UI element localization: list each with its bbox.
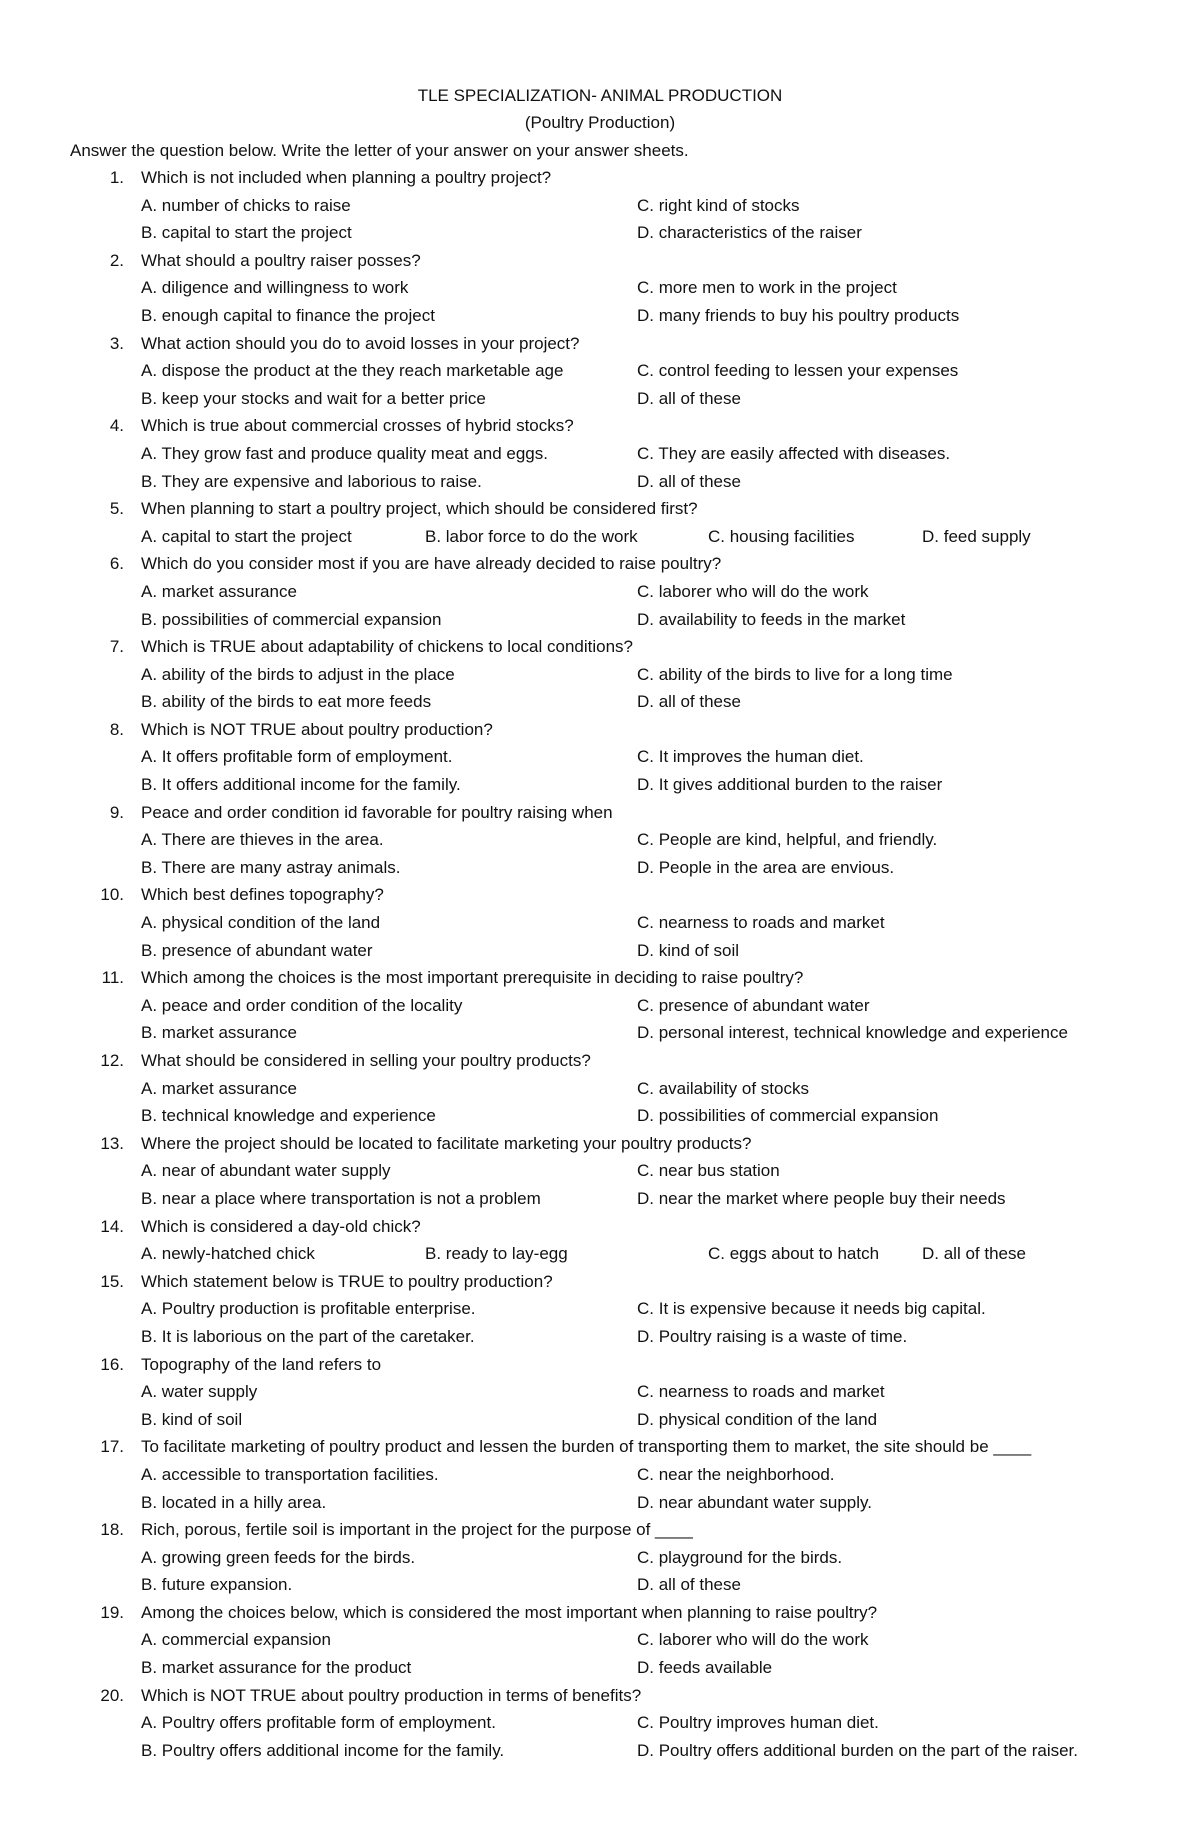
- answer-option: C. nearness to roads and market: [637, 913, 885, 933]
- question-text: To facilitate marketing of poultry product and lessen the burden of transporting them to market, the site should be ____: [141, 1437, 1032, 1457]
- answer-option: D. many friends to buy his poultry products: [637, 305, 960, 325]
- question-number: 6.: [109, 554, 124, 574]
- options-row: [0, 1741, 1200, 1769]
- question-number: 2.: [109, 250, 124, 270]
- answer-option: A. market assurance: [141, 1078, 297, 1098]
- options-row: [0, 692, 1200, 720]
- question-number: 13.: [100, 1133, 124, 1153]
- answer-option: C. more men to work in the project: [637, 278, 897, 298]
- question-12: [0, 1051, 1200, 1079]
- question-number: 20.: [100, 1685, 124, 1705]
- answer-option: B. ability of the birds to eat more feeds: [141, 692, 432, 712]
- question-number: 18.: [100, 1520, 124, 1540]
- question-17: [0, 1437, 1200, 1465]
- answer-option: A. commercial expansion: [141, 1630, 331, 1650]
- answer-option: B. future expansion.: [141, 1575, 293, 1595]
- question-text: What should be considered in selling your poultry products?: [141, 1051, 591, 1070]
- answer-option: D. It gives additional burden to the raiser: [637, 775, 943, 795]
- answer-option: A. newly-hatched chick: [141, 1244, 315, 1264]
- question-text: Where the project should be located to facilitate marketing your poultry products?: [141, 1133, 752, 1153]
- options-row: [0, 582, 1200, 610]
- options-row: [0, 610, 1200, 638]
- options-row: [0, 1630, 1200, 1658]
- answer-option: D. all of these: [637, 692, 741, 712]
- answer-option: B. presence of abundant water: [141, 940, 373, 960]
- options-row: [0, 1244, 1200, 1272]
- answer-option: D. feed supply: [922, 526, 1031, 546]
- question-number: 15.: [100, 1271, 124, 1291]
- answer-option: B. enough capital to finance the project: [141, 305, 435, 325]
- answer-option: C. People are kind, helpful, and friendly.: [637, 830, 938, 850]
- options-row: [0, 1079, 1200, 1107]
- answer-option: C. laborer who will do the work: [637, 581, 869, 601]
- question-list: [0, 168, 1200, 1768]
- question-text: Peace and order condition id favorable for poultry raising when: [141, 802, 613, 822]
- answer-option: B. located in a hilly area.: [141, 1492, 327, 1512]
- options-row: [0, 1023, 1200, 1051]
- options-row: [0, 472, 1200, 500]
- answer-option: A. accessible to transportation facilities.: [141, 1464, 439, 1484]
- question-number: 17.: [100, 1437, 124, 1457]
- question-20: [0, 1686, 1200, 1714]
- options-row: [0, 1713, 1200, 1741]
- question-text: When planning to start a poultry project, which should be considered first?: [141, 499, 698, 519]
- answer-option: B. market assurance for the product: [141, 1658, 412, 1678]
- question-4: [0, 416, 1200, 444]
- answer-option: C. Poultry improves human diet.: [637, 1713, 879, 1733]
- answer-option: B. technical knowledge and experience: [141, 1106, 436, 1126]
- answer-option: C. presence of abundant water: [637, 995, 870, 1015]
- answer-option: C. They are easily affected with diseases.: [637, 443, 951, 463]
- options-row: [0, 775, 1200, 803]
- question-text: Which is TRUE about adaptability of chickens to local conditions?: [141, 637, 633, 657]
- question-number: 10.: [100, 885, 124, 905]
- options-row: [0, 1327, 1200, 1355]
- answer-option: C. right kind of stocks: [637, 195, 800, 215]
- answer-option: D. personal interest, technical knowledge and experience: [637, 1023, 1068, 1043]
- options-row: [0, 1548, 1200, 1576]
- answer-option: A. dispose the product at the they reach marketable age: [141, 361, 564, 381]
- answer-option: C. It improves the human diet.: [637, 747, 864, 767]
- answer-option: A. capital to start the project: [141, 526, 352, 546]
- answer-option: D. Poultry raising is a waste of time.: [637, 1326, 908, 1346]
- options-row: [0, 527, 1200, 555]
- options-row: [0, 444, 1200, 472]
- question-number: 7.: [109, 637, 124, 657]
- answer-option: D. Poultry offers additional burden on the part of the raiser.: [637, 1740, 1079, 1760]
- question-18: [0, 1520, 1200, 1548]
- question-text: Topography of the land refers to: [141, 1354, 382, 1374]
- question-15: [0, 1272, 1200, 1300]
- answer-option: D. all of these: [922, 1244, 1026, 1264]
- options-row: [0, 1189, 1200, 1217]
- options-row: [0, 858, 1200, 886]
- options-row: [0, 223, 1200, 251]
- answer-option: A. physical condition of the land: [141, 913, 381, 933]
- options-row: [0, 996, 1200, 1024]
- question-text: Which is not included when planning a poultry project?: [141, 168, 552, 187]
- question-text: Which is considered a day-old chick?: [141, 1216, 421, 1236]
- answer-option: B. keep your stocks and wait for a better price: [141, 388, 486, 408]
- page-title: TLE SPECIALIZATION- ANIMAL PRODUCTION: [417, 86, 783, 105]
- question-number: 12.: [100, 1051, 124, 1070]
- question-text: What should a poultry raiser posses?: [141, 250, 421, 270]
- question-text: Which is true about commercial crosses of hybrid stocks?: [141, 416, 574, 436]
- answer-option: C. nearness to roads and market: [637, 1382, 885, 1402]
- instructions: Answer the question below. Write the letter of your answer on your answer sheets.: [70, 141, 689, 160]
- answer-option: A. Poultry offers profitable form of employment.: [141, 1713, 496, 1733]
- options-row: [0, 306, 1200, 334]
- answer-option: D. all of these: [637, 388, 741, 408]
- options-row: [0, 1161, 1200, 1189]
- options-row: [0, 1382, 1200, 1410]
- question-number: 16.: [100, 1354, 124, 1374]
- question-9: [0, 803, 1200, 831]
- answer-option: A. near of abundant water supply: [141, 1161, 391, 1181]
- answer-option: B. capital to start the project: [141, 223, 352, 243]
- answer-option: D. all of these: [637, 471, 741, 491]
- answer-option: C. availability of stocks: [637, 1078, 809, 1098]
- options-row: [0, 665, 1200, 693]
- answer-option: A. It offers profitable form of employment.: [141, 747, 453, 767]
- question-3: [0, 334, 1200, 362]
- question-number: 11.: [101, 968, 124, 988]
- answer-option: D. all of these: [637, 1575, 741, 1595]
- answer-option: B. near a place where transportation is not a problem: [141, 1188, 541, 1208]
- question-number: 1.: [109, 168, 124, 187]
- question-7: [0, 637, 1200, 665]
- options-row: [0, 1106, 1200, 1134]
- question-14: [0, 1217, 1200, 1245]
- answer-option: C. ability of the birds to live for a long time: [637, 664, 953, 684]
- answer-option: D. feeds available: [637, 1658, 773, 1678]
- answer-option: C. control feeding to lessen your expenses: [637, 361, 959, 381]
- question-6: [0, 554, 1200, 582]
- answer-option: A. ability of the birds to adjust in the place: [141, 664, 455, 684]
- options-row: [0, 1465, 1200, 1493]
- question-text: Among the choices below, which is considered the most important when planning to raise poultry?: [141, 1602, 878, 1622]
- answer-option: D. near the market where people buy their needs: [637, 1188, 1006, 1208]
- question-text: Rich, porous, fertile soil is important in the project for the purpose of ____: [141, 1520, 693, 1540]
- question-text: Which do you consider most if you are have already decided to raise poultry?: [141, 554, 722, 574]
- answer-option: C. housing facilities: [708, 526, 855, 546]
- answer-option: A. Poultry production is profitable enterprise.: [141, 1299, 476, 1319]
- question-number: 8.: [109, 719, 124, 739]
- question-text: Which best defines topography?: [141, 885, 384, 905]
- options-row: [0, 830, 1200, 858]
- question-number: 19.: [100, 1602, 124, 1622]
- answer-option: A. number of chicks to raise: [141, 195, 351, 215]
- question-10: [0, 885, 1200, 913]
- question-number: 14.: [100, 1216, 124, 1236]
- answer-option: A. water supply: [141, 1382, 258, 1402]
- question-number: 5.: [109, 499, 124, 519]
- options-row: [0, 747, 1200, 775]
- answer-option: C. playground for the birds.: [637, 1547, 843, 1567]
- question-11: [0, 968, 1200, 996]
- answer-option: B. It is laborious on the part of the caretaker.: [141, 1326, 475, 1346]
- options-row: [0, 196, 1200, 224]
- answer-option: A. growing green feeds for the birds.: [141, 1547, 416, 1567]
- options-row: [0, 389, 1200, 417]
- answer-option: B. labor force to do the work: [425, 526, 638, 546]
- answer-option: A. They grow fast and produce quality meat and eggs.: [141, 443, 548, 463]
- options-row: [0, 1493, 1200, 1521]
- answer-option: D. physical condition of the land: [637, 1409, 878, 1429]
- answer-option: B. market assurance: [141, 1023, 297, 1043]
- answer-option: A. market assurance: [141, 581, 297, 601]
- options-row: [0, 913, 1200, 941]
- question-number: 4.: [109, 416, 124, 436]
- answer-option: B. There are many astray animals.: [141, 857, 401, 877]
- question-16: [0, 1355, 1200, 1383]
- page-subtitle: (Poultry Production): [524, 113, 676, 132]
- options-row: [0, 1658, 1200, 1686]
- options-row: [0, 361, 1200, 389]
- question-text: Which statement below is TRUE to poultry production?: [141, 1271, 553, 1291]
- options-row: [0, 1410, 1200, 1438]
- question-text: Which is NOT TRUE about poultry production in terms of benefits?: [141, 1685, 642, 1705]
- answer-option: B. ready to lay-egg: [425, 1244, 568, 1264]
- answer-option: B. It offers additional income for the family.: [141, 775, 461, 795]
- answer-option: D. People in the area are envious.: [637, 857, 895, 877]
- options-row: [0, 1575, 1200, 1603]
- answer-option: C. It is expensive because it needs big capital.: [637, 1299, 986, 1319]
- answer-option: D. possibilities of commercial expansion: [637, 1106, 939, 1126]
- answer-option: B. They are expensive and laborious to raise.: [141, 471, 482, 491]
- question-8: [0, 720, 1200, 748]
- answer-option: C. near bus station: [637, 1161, 780, 1181]
- answer-option: B. kind of soil: [141, 1409, 243, 1429]
- answer-option: A. There are thieves in the area.: [141, 830, 384, 850]
- answer-option: D. near abundant water supply.: [637, 1492, 872, 1512]
- answer-option: C. near the neighborhood.: [637, 1464, 835, 1484]
- answer-option: C. laborer who will do the work: [637, 1630, 869, 1650]
- question-1: [0, 168, 1200, 196]
- answer-option: D. characteristics of the raiser: [637, 223, 862, 243]
- answer-option: A. peace and order condition of the locality: [141, 995, 463, 1015]
- options-row: [0, 1299, 1200, 1327]
- question-2: [0, 251, 1200, 279]
- answer-option: D. kind of soil: [637, 940, 740, 960]
- question-number: 9.: [109, 802, 124, 822]
- options-row: [0, 278, 1200, 306]
- answer-option: D. availability to feeds in the market: [637, 609, 906, 629]
- answer-option: B. Poultry offers additional income for the family.: [141, 1740, 505, 1760]
- question-5: [0, 499, 1200, 527]
- question-13: [0, 1134, 1200, 1162]
- answer-option: A. diligence and willingness to work: [141, 278, 409, 298]
- question-number: 3.: [109, 333, 124, 353]
- options-row: [0, 941, 1200, 969]
- question-text: Which among the choices is the most important prerequisite in deciding to raise poultry?: [141, 968, 804, 988]
- question-text: Which is NOT TRUE about poultry production?: [141, 719, 493, 739]
- answer-option: B. possibilities of commercial expansion: [141, 609, 442, 629]
- answer-option: C. eggs about to hatch: [708, 1244, 880, 1264]
- question-text: What action should you do to avoid losses in your project?: [141, 333, 580, 353]
- question-19: [0, 1603, 1200, 1631]
